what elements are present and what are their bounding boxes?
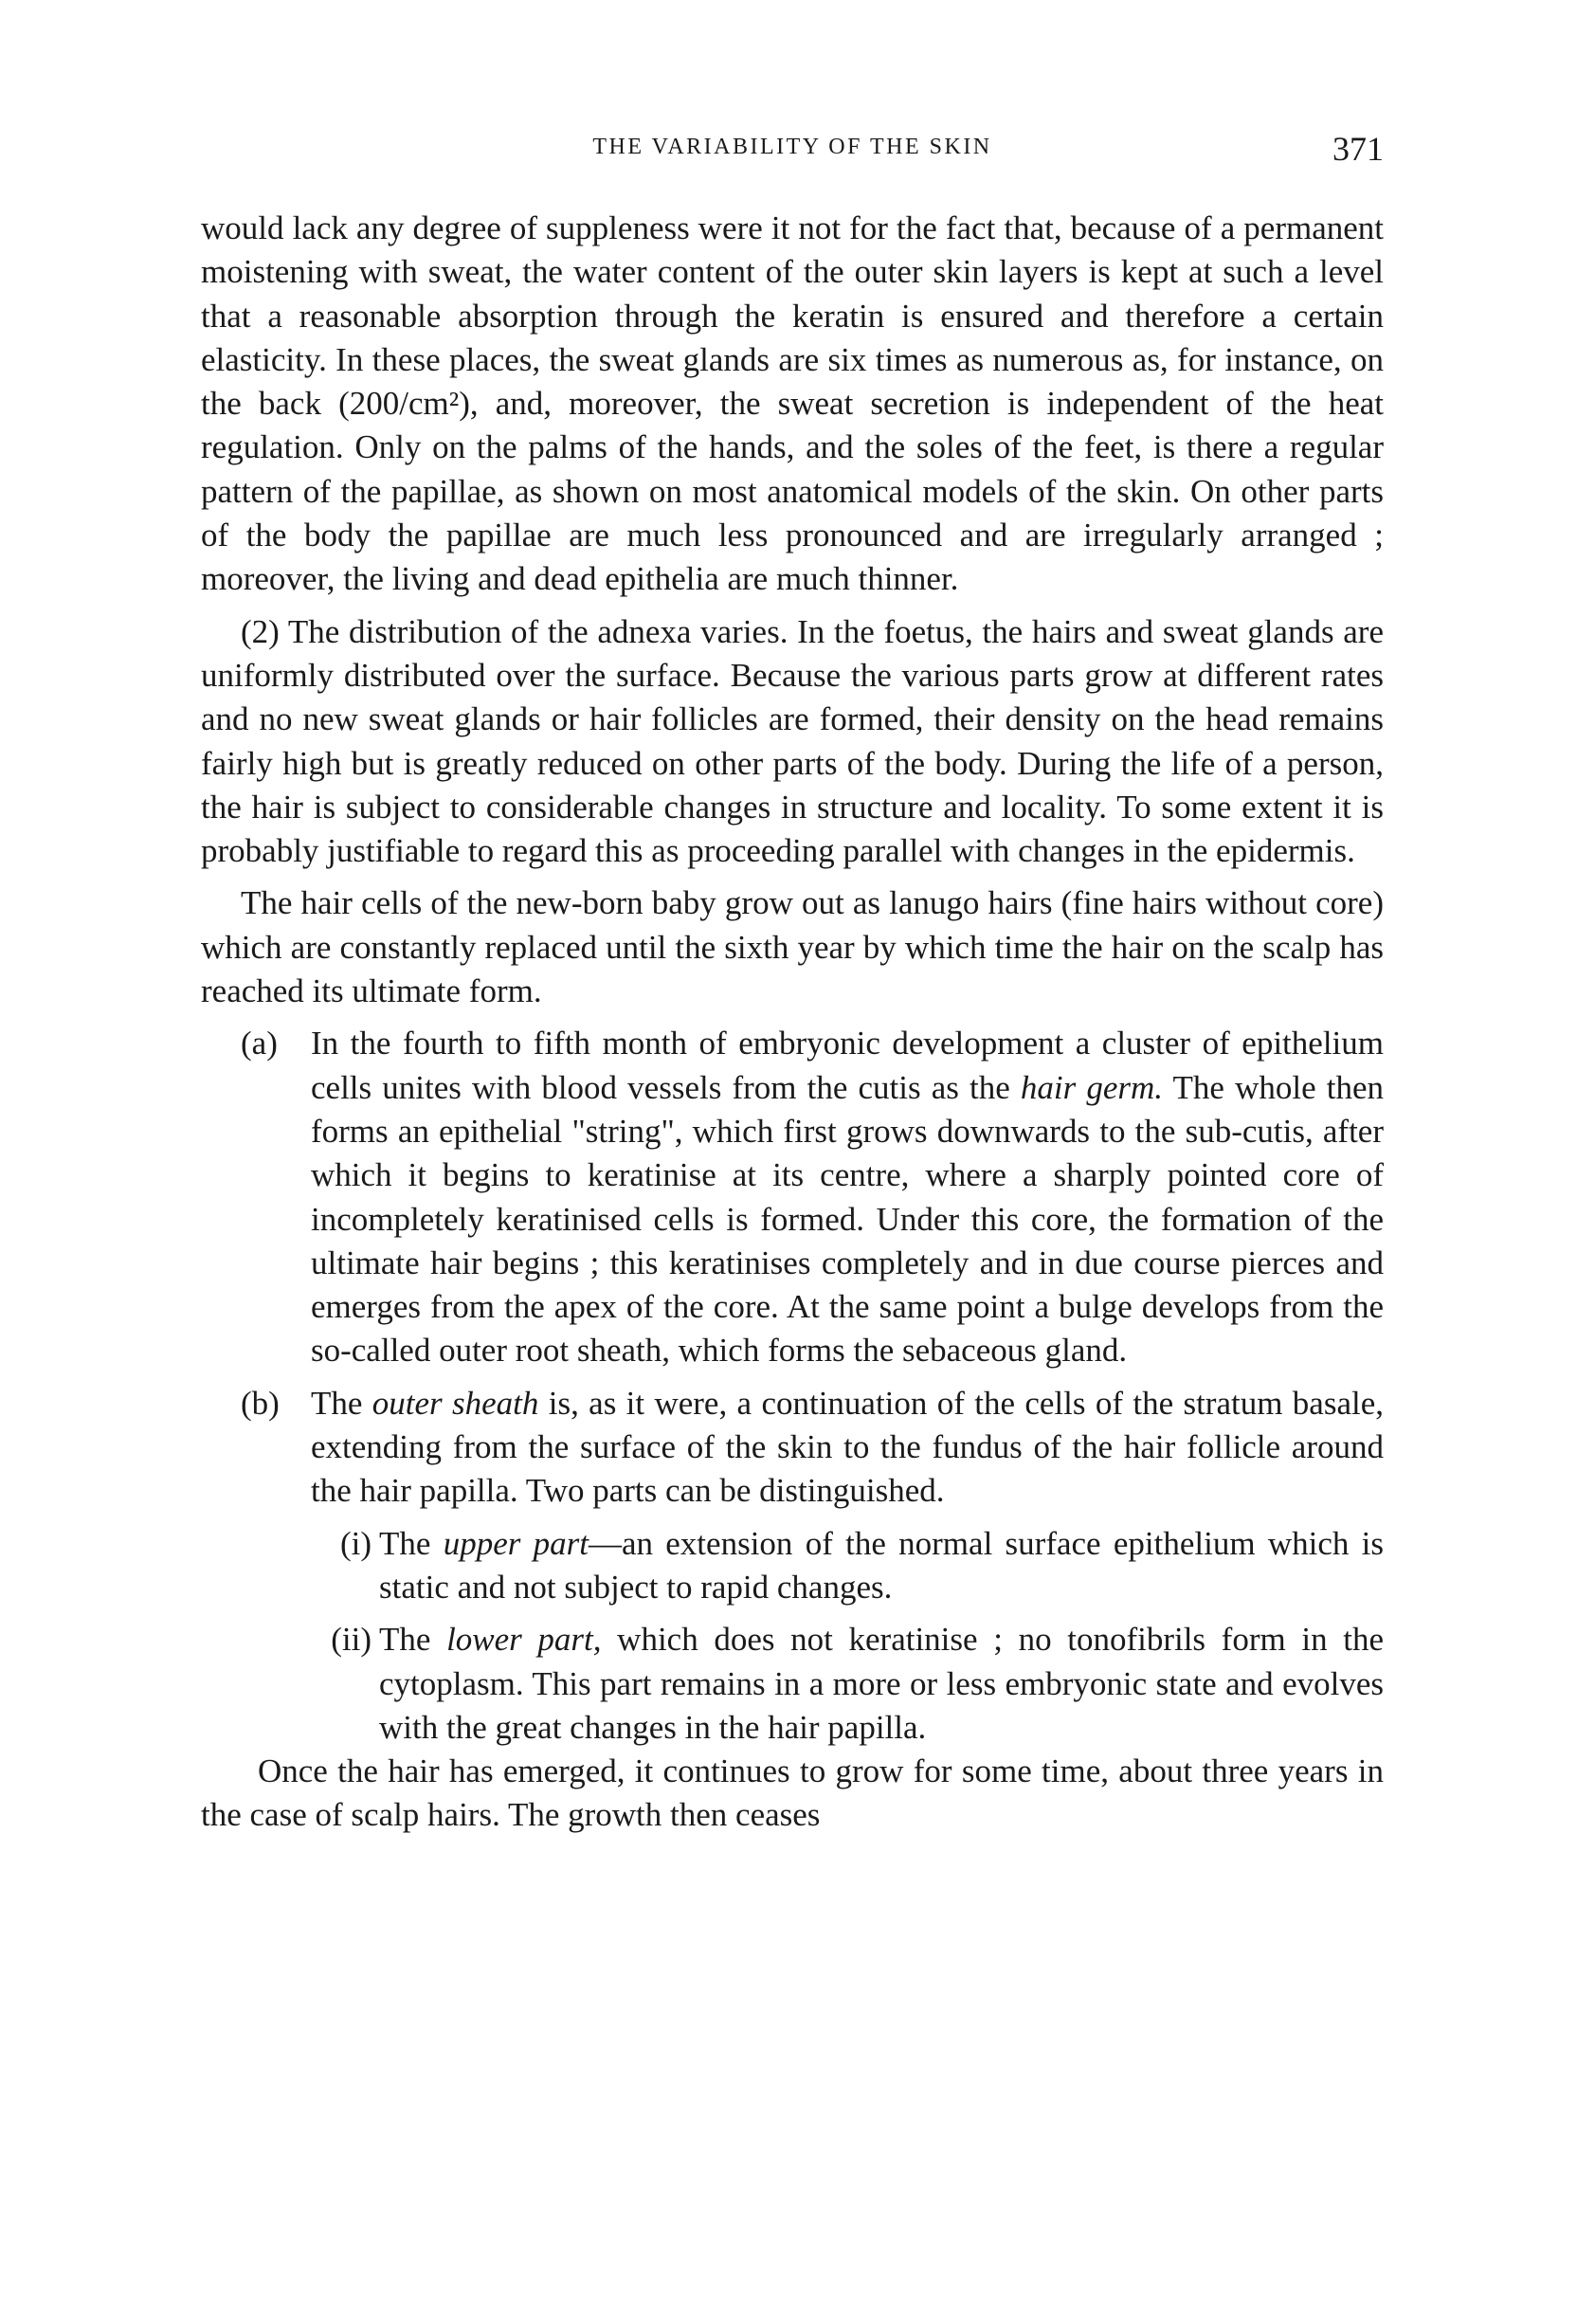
- list-item-text: [379, 1618, 1384, 1750]
- list-item-text: [311, 1022, 1384, 1372]
- list-item-a: [201, 1022, 1384, 1372]
- text-segment: The: [379, 1524, 444, 1562]
- list-item-text: [379, 1522, 1384, 1610]
- text-segment: —an extension of the normal surface epithelium which is static and not subject to rapid changes.: [379, 1524, 1384, 1606]
- text-segment: The whole then forms an epithelial "string", which first grows downwards to the sub-cutis, after which it begins to keratinise at its centre, where a sharply pointed core of incompletely keratinised cells is formed. Under this core, the formation of the ultimate hair begins ; this keratinises completely and in due course pierces and emerges from the apex of the core. At the same point a bulge develops from the so-called outer root sheath, which forms the sebaceous gland.: [311, 1068, 1385, 1370]
- list-marker: (i): [339, 1524, 372, 1562]
- text-segment: is, as it were, a continuation of the cells of the stratum basale, extending from the surface of the skin to the fundus of the hair follicle around the hair papilla. Two parts can be distinguished.: [311, 1384, 1384, 1510]
- running-head: [201, 129, 1384, 167]
- emphasis-term: upper part: [443, 1524, 589, 1562]
- emphasis-term: hair germ.: [1020, 1068, 1164, 1106]
- list-marker: (b): [241, 1384, 280, 1422]
- page-number: 371: [1332, 130, 1384, 168]
- paragraph-3: The hair cells of the new-born baby grow out as lanugo hairs (fine hairs without core) which are constantly replaced until the sixth year by which time the hair on the scalp has reached its ultimate form.: [201, 884, 1384, 1010]
- text-segment: which does not keratinise ; no tonofibrils form in the cytoplasm. This part remains in a more or less embryonic state and evolves with the great changes in the hair papilla.: [379, 1621, 1384, 1746]
- list-item-ii: [311, 1618, 1384, 1750]
- emphasis-term: lower part,: [446, 1621, 602, 1659]
- emphasis-term: outer sheath: [372, 1384, 539, 1422]
- list-marker: (a): [241, 1025, 278, 1062]
- running-title: THE VARIABILITY OF THE SKIN: [592, 135, 992, 159]
- text-segment: The: [379, 1621, 447, 1659]
- paragraph-2: (2) The distribution of the adnexa varies. In the foetus, the hairs and sweat glands are uniformly distributed over the surface. Because the various parts grow at different rates and no new sweat glands or hair follicles are formed, their density on the head remains fairly high but is greatly reduced on other parts of the body. During the life of a person, the hair is subject to considerable changes in structure and locality. To some extent it is probably justifiable to regard this as proceeding parallel with changes in the epidermis.: [201, 612, 1384, 870]
- text-segment: In the fourth to fifth month of embryonic development a cluster of epithelium cells unites with blood vessels from the cutis as the: [311, 1025, 1384, 1106]
- body-text: [201, 207, 1384, 1838]
- list-marker: (ii): [331, 1621, 372, 1659]
- text-segment: The: [311, 1384, 372, 1422]
- paragraph-4: Once the hair has emerged, it continues to grow for some time, about three years in the case of scalp hairs. The growth then ceases: [201, 1752, 1384, 1834]
- list-item-b: [201, 1382, 1384, 1514]
- list-item-i: [311, 1522, 1384, 1610]
- paragraph-1: would lack any degree of suppleness were it not for the fact that, because of a permanent moistening with sweat, the water content of the outer skin layers is kept at such a level that a reasonable absorption through the keratin is ensured and therefore a certain elasticity. In these places, the sweat glands are six times as numerous as, for instance, on the back (200/cm²), and, moreover, the sweat secretion is independent of the heat regulation. Only on the palms of the hands, and the soles of the feet, is there a regular pattern of the papillae, as shown on most anatomical models of the skin. On other parts of the body the papillae are much less pronounced and are irregularly arranged ; moreover, the living and dead epithelia are much thinner.: [201, 209, 1384, 598]
- list-item-text: [311, 1382, 1384, 1514]
